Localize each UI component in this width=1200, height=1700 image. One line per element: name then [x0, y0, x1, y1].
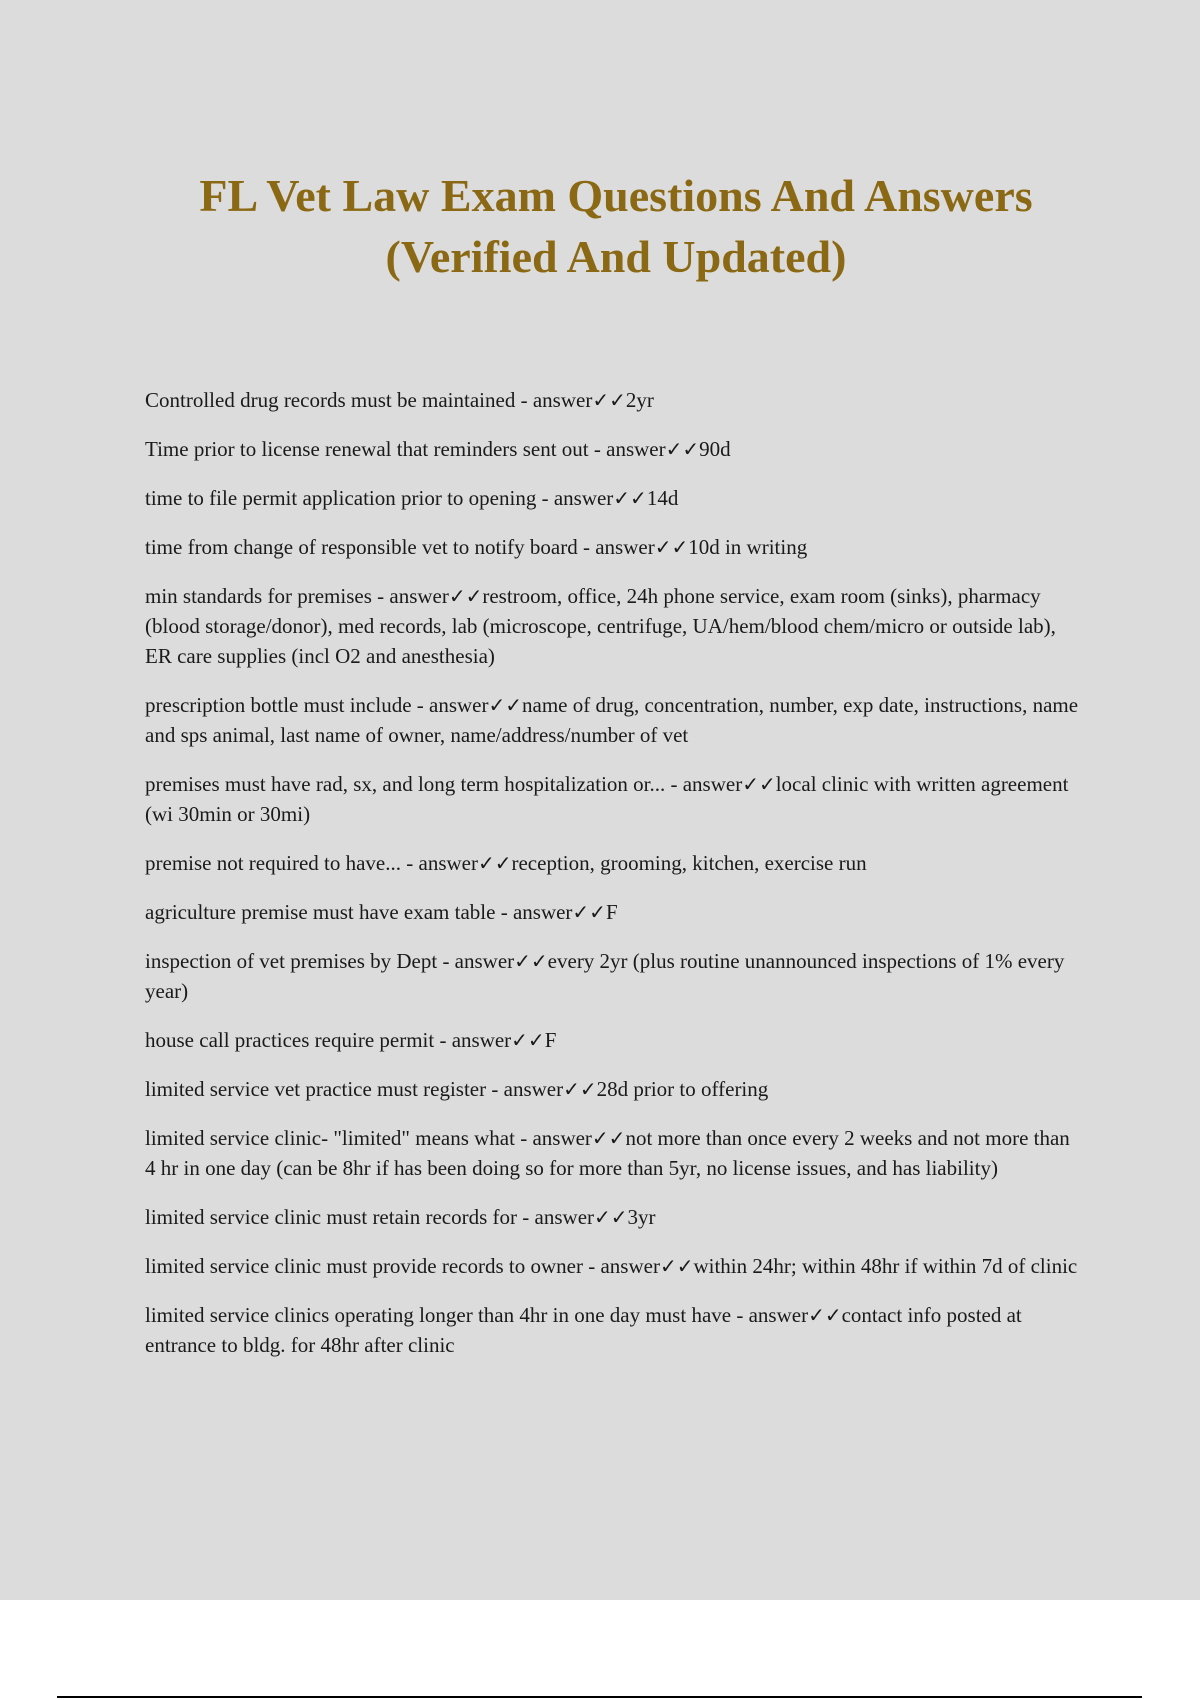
- qa-answer: name of drug, concentration, number, exp date, instructions, name and sps animal, last name of owner, name/address/number of vet: [145, 693, 1079, 747]
- qa-answer: local clinic with written agreement (wi 30min or 30mi): [145, 772, 1069, 826]
- qa-item: [145, 1300, 1085, 1360]
- qa-item: [145, 897, 1085, 927]
- qa-answer: 14d: [646, 486, 679, 510]
- check-marks-icon: ✓✓: [613, 486, 647, 510]
- qa-item: [145, 434, 1085, 464]
- qa-answer-prefix: - answer: [577, 535, 655, 559]
- qa-item: [145, 532, 1085, 562]
- check-marks-icon: ✓✓: [591, 1126, 626, 1150]
- qa-question: time to file permit application prior to opening: [145, 486, 537, 510]
- qa-answer-prefix: - answer: [411, 693, 489, 717]
- qa-question: Time prior to license renewal that reminders sent out: [145, 437, 589, 461]
- qa-answer-prefix: - answer: [401, 851, 478, 875]
- qa-item: [145, 690, 1085, 750]
- qa-answer: contact info posted at entrance to bldg. for 48hr after clinic: [145, 1303, 1022, 1357]
- qa-question: limited service clinic must provide records to owner: [145, 1254, 583, 1278]
- qa-answer: 90d: [699, 437, 731, 461]
- qa-item: [145, 1123, 1085, 1183]
- qa-answer-prefix: - answer: [371, 584, 449, 608]
- qa-answer: restroom, office, 24h phone service, exam room (sinks), pharmacy (blood storage/donor), med records, lab (microscope, centrifuge, UA/hem/blood chem/micro or outside lab), ER care supplies (incl O2 and anesthesia): [145, 584, 1056, 668]
- qa-answer-prefix: - answer: [515, 388, 593, 412]
- qa-question: limited service vet practice must register: [145, 1077, 487, 1101]
- check-marks-icon: ✓✓: [488, 693, 523, 717]
- qa-item: [145, 946, 1085, 1006]
- check-marks-icon: ✓✓: [808, 1303, 842, 1327]
- check-marks-icon: ✓✓: [477, 851, 512, 875]
- check-marks-icon: ✓✓: [514, 949, 548, 973]
- check-marks-icon: ✓✓: [654, 535, 689, 559]
- qa-item: [145, 1025, 1085, 1055]
- qa-answer-prefix: - answer: [514, 1126, 592, 1150]
- qa-answer: within 24hr; within 48hr if within 7d of clinic: [693, 1254, 1078, 1278]
- footer-divider: [57, 1696, 1142, 1698]
- document-title: [0, 165, 1200, 287]
- qa-answer-prefix: - answer: [536, 486, 614, 510]
- qa-answer-prefix: - answer: [582, 1254, 660, 1278]
- qa-question: limited service clinic must retain records for: [145, 1205, 518, 1229]
- qa-item: [145, 1251, 1085, 1281]
- qa-answer: reception, grooming, kitchen, exercise run: [511, 851, 867, 875]
- qa-item: [145, 1202, 1085, 1232]
- check-marks-icon: ✓✓: [511, 1028, 545, 1052]
- qa-answer: 3yr: [627, 1205, 656, 1229]
- qa-question: house call practices require permit: [145, 1028, 435, 1052]
- check-marks-icon: ✓✓: [563, 1077, 597, 1101]
- qa-answer-prefix: - answer: [486, 1077, 564, 1101]
- check-marks-icon: ✓✓: [448, 584, 483, 608]
- check-marks-icon: ✓✓: [592, 388, 626, 412]
- qa-question: Controlled drug records must be maintained: [145, 388, 516, 412]
- qa-answer-prefix: - answer: [437, 949, 515, 973]
- qa-answer: 28d prior to offering: [596, 1077, 769, 1101]
- qa-item: [145, 385, 1085, 415]
- qa-question: time from change of responsible vet to notify board: [145, 535, 578, 559]
- qa-question: limited service clinic- "limited" means what: [145, 1126, 515, 1150]
- qa-question: prescription bottle must include: [145, 693, 412, 717]
- qa-answer-prefix: - answer: [495, 900, 573, 924]
- qa-item: [145, 483, 1085, 513]
- qa-question: limited service clinics operating longer than 4hr in one day must have: [145, 1303, 732, 1327]
- qa-answer: 10d in writing: [688, 535, 808, 559]
- document-title-line-1: FL Vet Law Exam Questions And Answers: [199, 170, 1033, 221]
- check-marks-icon: ✓✓: [665, 437, 700, 461]
- qa-question: premises must have rad, sx, and long term hospitalization or...: [145, 772, 666, 796]
- qa-item: [145, 581, 1085, 671]
- qa-answer-prefix: - answer: [588, 437, 666, 461]
- qa-answer-prefix: - answer: [665, 772, 743, 796]
- qa-question: inspection of vet premises by Dept: [145, 949, 438, 973]
- qa-question: min standards for premises: [145, 584, 372, 608]
- qa-answer: every 2yr (plus routine unannounced inspections of 1% every year): [145, 949, 1065, 1003]
- qa-question: agriculture premise must have exam table: [145, 900, 496, 924]
- check-marks-icon: ✓✓: [659, 1254, 694, 1278]
- qa-answer: F: [544, 1028, 557, 1052]
- qa-answer: not more than once every 2 weeks and not more than 4 hr in one day (can be 8hr if has been doing so for more than 5yr, no license issues, and has liability): [145, 1126, 1070, 1180]
- qa-answer-prefix: - answer: [517, 1205, 595, 1229]
- qa-question: premise not required to have...: [145, 851, 401, 875]
- check-marks-icon: ✓✓: [572, 900, 606, 924]
- check-marks-icon: ✓✓: [594, 1205, 628, 1229]
- qa-item: [145, 769, 1085, 829]
- qa-answer-prefix: - answer: [731, 1303, 809, 1327]
- qa-answer-prefix: - answer: [434, 1028, 512, 1052]
- document-title-line-2: (Verified And Updated): [385, 231, 847, 282]
- qa-list: [145, 385, 1085, 1379]
- qa-answer: F: [605, 900, 618, 924]
- qa-answer: 2yr: [625, 388, 654, 412]
- qa-item: [145, 1074, 1085, 1104]
- check-marks-icon: ✓✓: [742, 772, 776, 796]
- qa-item: [145, 848, 1085, 878]
